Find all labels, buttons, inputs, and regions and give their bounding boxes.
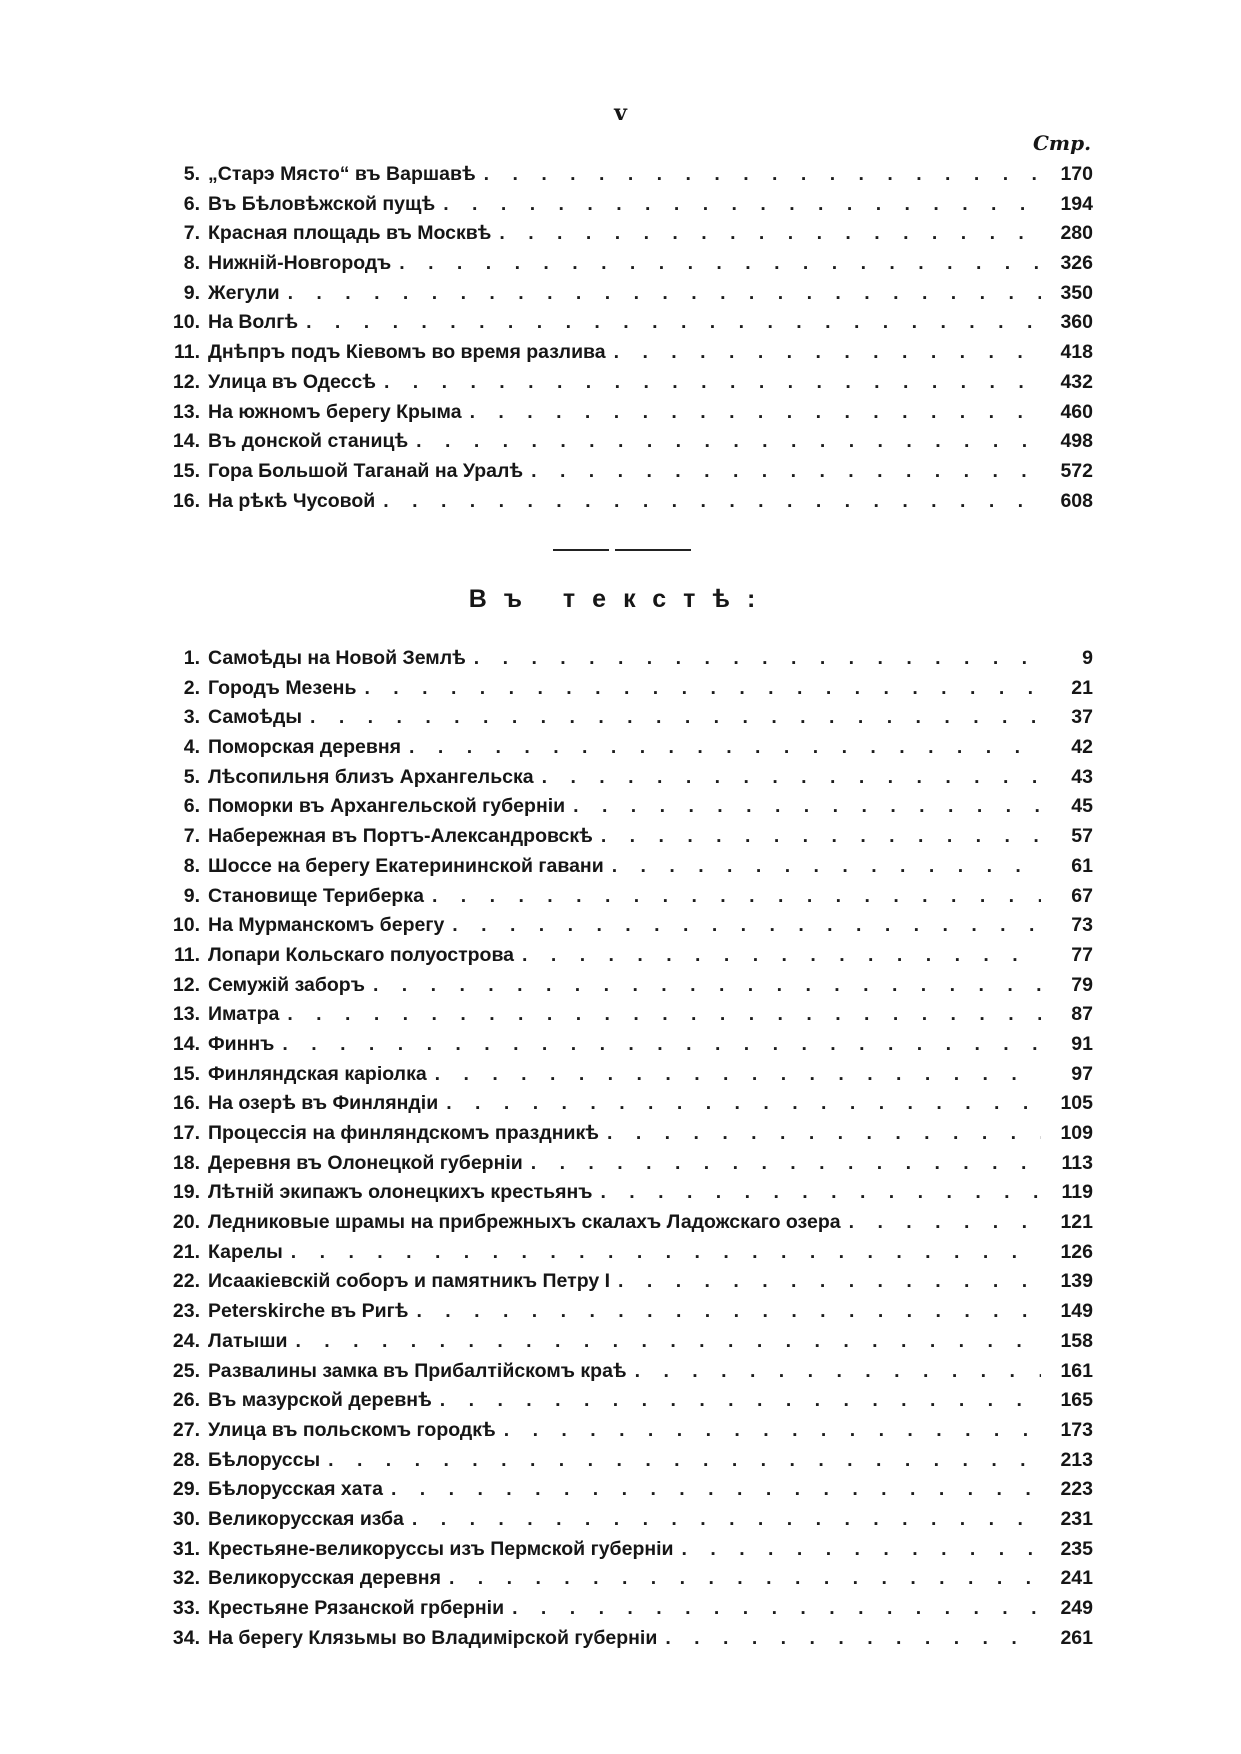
entry-number: 4.: [183, 736, 200, 759]
toc-entry: [148, 1475, 1093, 1505]
page-column-label: Стр.: [1033, 131, 1092, 155]
toc-entry: [148, 911, 1093, 941]
entry-number: 21.: [172, 1240, 200, 1263]
entry-title: Самоѣды: [208, 706, 302, 729]
dot-leader: [408, 427, 1041, 457]
entry-number: 29.: [172, 1478, 200, 1501]
entry-title: Днѣпръ подъ Кіевомъ во время разлива: [208, 341, 606, 364]
entry-page: 149: [1060, 1300, 1093, 1323]
entry-page: 418: [1060, 341, 1093, 364]
dot-leader: [375, 487, 1041, 517]
text-illustrations-list: [148, 644, 1093, 1653]
toc-entry: [148, 219, 1093, 249]
dot-leader: [435, 190, 1041, 220]
dot-leader: [523, 1149, 1041, 1179]
toc-entry: [148, 1030, 1093, 1060]
entry-title: Лѣтній экипажъ олонецкихъ крестьянъ: [208, 1181, 593, 1204]
dot-leader: [427, 1060, 1041, 1090]
entry-number: 23.: [172, 1300, 200, 1323]
entry-title: Поморская деревня: [208, 736, 402, 759]
entry-page: 37: [1071, 706, 1093, 729]
dot-leader: [606, 338, 1041, 368]
toc-entry: [148, 1446, 1093, 1476]
dot-leader: [356, 674, 1041, 704]
entry-title: Крестьяне-великоруссы изъ Пермской губерніи: [208, 1537, 674, 1560]
entry-number: 5.: [183, 163, 200, 185]
dot-leader: [320, 1446, 1041, 1476]
entry-title: Исаакіевскій соборъ и памятникъ Петру I: [208, 1270, 611, 1293]
entry-page: 87: [1071, 1003, 1093, 1026]
entry-title: На берегу Клязьмы во Владимірской губерніи: [208, 1626, 658, 1649]
toc-entry: [148, 190, 1093, 220]
entry-page: 432: [1060, 370, 1093, 393]
entry-page: 170: [1060, 163, 1093, 185]
entry-number: 17.: [172, 1122, 200, 1144]
entry-title: На Мурманскомъ берегу: [208, 914, 445, 937]
entry-page: 42: [1071, 736, 1093, 759]
dot-leader: [841, 1208, 1041, 1238]
toc-entry: [148, 1149, 1093, 1179]
toc-entry: [148, 308, 1093, 338]
toc-entry: [148, 1505, 1093, 1535]
entry-number: 10.: [172, 311, 200, 334]
entry-number: 34.: [172, 1626, 200, 1649]
entry-page: 97: [1071, 1062, 1093, 1085]
toc-entry: [148, 1119, 1093, 1149]
entry-number: 31.: [172, 1537, 200, 1560]
entry-title: На рѣкѣ Чусовой: [208, 489, 376, 512]
entry-number: 7.: [183, 825, 200, 848]
page-number: v: [614, 100, 627, 126]
entry-page: 109: [1060, 1122, 1093, 1144]
dot-leader: [627, 1357, 1041, 1387]
entry-page: 126: [1060, 1240, 1093, 1263]
entry-title: Самоѣды на Новой Землѣ: [208, 647, 466, 669]
entry-page: 119: [1061, 1181, 1093, 1204]
toc-entry: [148, 1000, 1093, 1030]
dot-leader: [514, 941, 1041, 971]
toc-entry: [148, 1089, 1093, 1119]
toc-entry: [148, 1416, 1093, 1446]
entry-number: 12.: [172, 973, 200, 996]
dot-leader: [441, 1564, 1041, 1594]
toc-entry: [148, 368, 1093, 398]
entry-title: Крестьяне Рязанской грберніи: [208, 1597, 505, 1619]
dot-leader: [280, 279, 1041, 309]
entry-title: Финнъ: [208, 1032, 275, 1055]
entry-number: 11.: [173, 943, 200, 966]
entry-title: Нижній-Новгородъ: [208, 252, 392, 275]
entry-number: 15.: [172, 1062, 200, 1085]
entry-title: Становище Териберка: [208, 884, 424, 907]
entry-title: Иматра: [208, 1003, 280, 1026]
toc-entry: [148, 703, 1093, 733]
entry-title: Латыши: [208, 1329, 288, 1352]
entry-number: 8.: [183, 854, 200, 877]
entry-page: 61: [1071, 854, 1093, 877]
entry-number: 27.: [172, 1418, 200, 1441]
toc-entry: [148, 1327, 1093, 1357]
entry-page: 360: [1060, 311, 1093, 334]
dot-leader: [287, 1327, 1041, 1357]
entry-title: Великорусская изба: [208, 1507, 404, 1530]
dot-leader: [593, 822, 1041, 852]
entry-title: Бѣлоруссы: [208, 1448, 321, 1471]
dot-leader: [444, 911, 1041, 941]
entry-number: 26.: [172, 1389, 200, 1412]
toc-entry: [148, 249, 1093, 279]
entry-number: 20.: [172, 1211, 200, 1234]
entry-page: 121: [1060, 1211, 1093, 1234]
dot-leader: [491, 219, 1041, 249]
dot-leader: [302, 703, 1041, 733]
dot-leader: [462, 398, 1041, 428]
toc-entry: [148, 1594, 1093, 1624]
toc-entry: [148, 763, 1093, 793]
dot-leader: [599, 1119, 1041, 1149]
entry-page: 79: [1071, 973, 1093, 996]
dot-leader: [283, 1238, 1041, 1268]
toc-entry: [148, 822, 1093, 852]
entry-number: 6.: [183, 795, 200, 818]
entry-number: 30.: [172, 1507, 200, 1530]
entry-page: 77: [1071, 943, 1093, 966]
entry-page: 158: [1060, 1329, 1093, 1352]
dot-leader: [279, 1000, 1041, 1030]
toc-entry: [148, 1178, 1093, 1208]
entry-number: 7.: [183, 222, 200, 245]
entry-page: 43: [1071, 765, 1093, 788]
entry-number: 18.: [172, 1151, 200, 1174]
entry-page: 139: [1060, 1270, 1093, 1293]
entry-number: 33.: [172, 1597, 200, 1619]
entry-number: 19.: [172, 1181, 200, 1204]
entry-number: 3.: [183, 706, 200, 729]
entry-number: 32.: [172, 1567, 200, 1590]
entry-number: 25.: [172, 1359, 200, 1382]
entry-title: „Старэ Място“ въ Варшавѣ: [208, 163, 476, 185]
entry-title: Набережная въ Портъ-Александровскѣ: [208, 825, 593, 848]
plates-list: [148, 160, 1093, 516]
entry-title: Деревня въ Олонецкой губерніи: [208, 1151, 523, 1174]
entry-page: 261: [1060, 1626, 1093, 1649]
entry-page: 241: [1060, 1567, 1093, 1590]
entry-title: Въ Бѣловѣжской пущѣ: [208, 192, 436, 215]
entry-page: 21: [1071, 676, 1093, 699]
dot-leader: [408, 1297, 1041, 1327]
toc-entry: [148, 882, 1093, 912]
entry-number: 6.: [183, 192, 200, 215]
entry-number: 5.: [183, 765, 200, 788]
toc-entry: [148, 674, 1093, 704]
dot-leader: [274, 1030, 1041, 1060]
entry-number: 11.: [173, 341, 200, 364]
entry-page: 572: [1060, 459, 1093, 482]
entry-title: Улица въ польскомъ городкѣ: [208, 1418, 496, 1441]
dot-leader: [391, 249, 1041, 279]
entry-number: 16.: [172, 489, 200, 512]
toc-entry: [148, 1208, 1093, 1238]
toc-entry: [148, 160, 1093, 190]
toc-entry: [148, 971, 1093, 1001]
toc-entry: [148, 279, 1093, 309]
entry-page: 223: [1060, 1478, 1093, 1501]
entry-title: Ледниковые шрамы на прибрежныхъ скалахъ Ладожскаго озера: [208, 1211, 841, 1234]
dot-leader: [404, 1505, 1041, 1535]
dot-leader: [565, 792, 1041, 822]
entry-title: На Волгѣ: [208, 311, 299, 334]
dot-leader: [496, 1416, 1041, 1446]
toc-entry: [148, 338, 1093, 368]
entry-number: 15.: [172, 459, 200, 482]
entry-title: Гора Большой Таганай на Уралѣ: [208, 459, 524, 482]
entry-number: 14.: [172, 1032, 200, 1055]
toc-entry: [148, 398, 1093, 428]
toc-entry: [148, 427, 1093, 457]
dot-leader: [424, 882, 1041, 912]
dot-leader: [604, 852, 1041, 882]
toc-entry: [148, 1564, 1093, 1594]
toc-entry: [148, 1535, 1093, 1565]
entry-page: 608: [1060, 489, 1093, 512]
dot-leader: [504, 1594, 1041, 1624]
dot-leader: [438, 1089, 1041, 1119]
entry-number: 12.: [172, 370, 200, 393]
entry-title: Улица въ Одессѣ: [208, 370, 376, 393]
section-divider: [553, 549, 691, 551]
toc-entry: [148, 1624, 1093, 1654]
entry-number: 13.: [172, 400, 200, 423]
entry-number: 14.: [172, 430, 200, 453]
entry-page: 173: [1060, 1418, 1093, 1441]
entry-page: 161: [1060, 1359, 1093, 1382]
toc-entry: [148, 1297, 1093, 1327]
entry-number: 9.: [183, 884, 200, 907]
dot-leader: [298, 308, 1041, 338]
dot-leader: [610, 1267, 1041, 1297]
entry-title: Семужій заборъ: [208, 973, 365, 996]
entry-number: 1.: [183, 647, 200, 669]
dot-leader: [365, 971, 1041, 1001]
entry-page: 194: [1060, 192, 1093, 215]
entry-page: 73: [1071, 914, 1093, 937]
entry-page: 249: [1060, 1597, 1093, 1619]
entry-title: На озерѣ въ Финляндіи: [208, 1092, 439, 1115]
dot-leader: [657, 1624, 1041, 1654]
entry-page: 235: [1060, 1537, 1093, 1560]
entry-title: Жегули: [208, 281, 280, 304]
dot-leader: [432, 1386, 1041, 1416]
entry-page: 213: [1060, 1448, 1093, 1471]
entry-title: Лѣсопильня близъ Архангельска: [208, 765, 534, 788]
entry-title: Процессія на финляндскомъ праздникѣ: [208, 1122, 599, 1144]
entry-page: 460: [1060, 400, 1093, 423]
entry-number: 2.: [183, 676, 200, 699]
entry-title: Финляндская каріолка: [208, 1062, 427, 1085]
entry-title: Въ мазурской деревнѣ: [208, 1389, 432, 1412]
entry-page: 280: [1060, 222, 1093, 245]
dot-leader: [534, 763, 1041, 793]
dot-leader: [383, 1475, 1041, 1505]
entry-page: 231: [1060, 1507, 1093, 1530]
entry-number: 10.: [172, 914, 200, 937]
entry-number: 28.: [172, 1448, 200, 1471]
toc-entry: [148, 1267, 1093, 1297]
toc-entry: [148, 487, 1093, 517]
dot-leader: [674, 1535, 1041, 1565]
entry-title: Городъ Мезень: [208, 676, 357, 699]
entry-page: 105: [1060, 1092, 1093, 1115]
toc-entry: [148, 1386, 1093, 1416]
entry-title: Лопари Кольскаго полуострова: [208, 943, 515, 966]
entry-page: 67: [1071, 884, 1093, 907]
entry-title: Бѣлорусская хата: [208, 1478, 383, 1501]
entry-page: 165: [1060, 1389, 1093, 1412]
entry-title: Peterskirche въ Ригѣ: [208, 1300, 409, 1323]
dot-leader: [466, 644, 1041, 674]
entry-title: Карелы: [208, 1240, 283, 1263]
entry-number: 9.: [183, 281, 200, 304]
entry-title: Шоссе на берегу Екатерининской гавани: [208, 854, 604, 877]
toc-entry: [148, 1357, 1093, 1387]
toc-entry: [148, 1238, 1093, 1268]
entry-title: Развалины замка въ Прибалтійскомъ краѣ: [208, 1359, 627, 1382]
entry-title: Поморки въ Архангельской губерніи: [208, 795, 566, 818]
entry-page: 91: [1071, 1032, 1093, 1055]
toc-entry: [148, 1060, 1093, 1090]
toc-entry: [148, 457, 1093, 487]
dot-leader: [376, 368, 1041, 398]
dot-leader: [592, 1178, 1041, 1208]
dot-leader: [476, 160, 1041, 190]
toc-entry: [148, 644, 1093, 674]
entry-number: 16.: [172, 1092, 200, 1115]
entry-page: 9: [1082, 647, 1093, 669]
entry-page: 498: [1060, 430, 1093, 453]
entry-title: Великорусская деревня: [208, 1567, 441, 1590]
entry-number: 8.: [183, 252, 200, 275]
entry-page: 350: [1060, 281, 1093, 304]
entry-page: 57: [1071, 825, 1093, 848]
entry-title: На южномъ берегу Крыма: [208, 400, 462, 423]
entry-number: 24.: [172, 1329, 200, 1352]
entry-title: Красная площадь въ Москвѣ: [208, 222, 492, 245]
entry-number: 22.: [172, 1270, 200, 1293]
toc-entry: [148, 792, 1093, 822]
entry-title: Въ донской станицѣ: [208, 430, 409, 453]
dot-leader: [401, 733, 1041, 763]
entry-page: 113: [1061, 1151, 1093, 1174]
toc-entry: [148, 941, 1093, 971]
entry-number: 13.: [172, 1003, 200, 1026]
entry-page: 45: [1071, 795, 1093, 818]
toc-entry: [148, 733, 1093, 763]
section-title: Въ текстѣ:: [468, 585, 773, 613]
entry-page: 326: [1060, 252, 1093, 275]
toc-entry: [148, 852, 1093, 882]
dot-leader: [523, 457, 1041, 487]
